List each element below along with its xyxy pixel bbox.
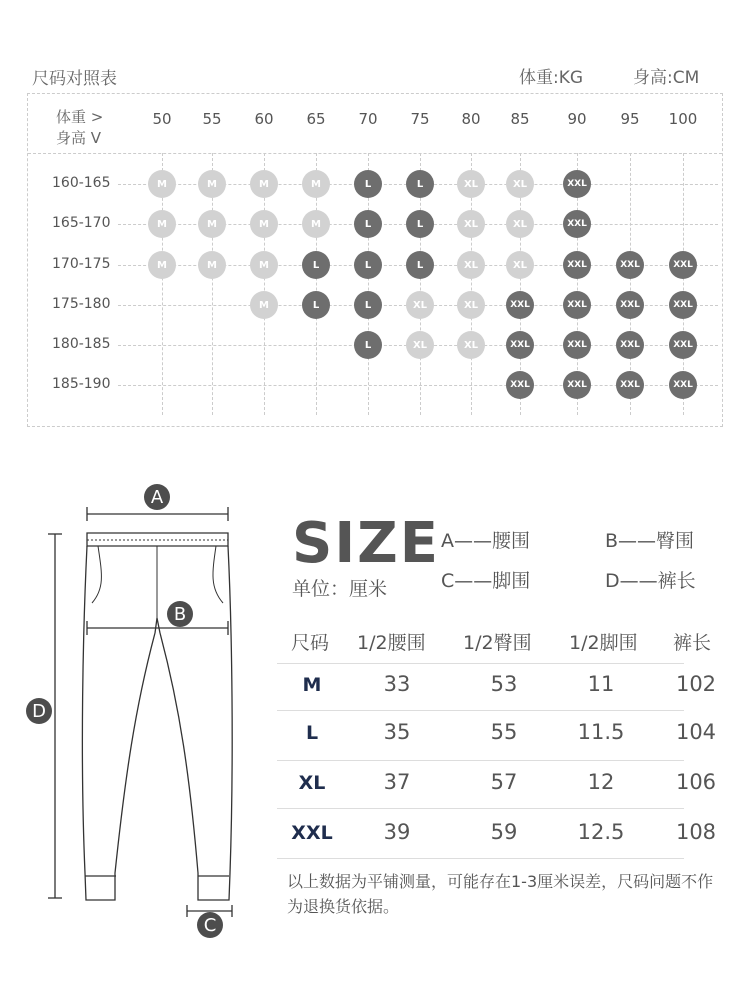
size-dot: L: [354, 210, 382, 238]
legend-a: A——腰围: [441, 530, 530, 552]
height-tick-label: 175-180: [52, 296, 111, 312]
weight-tick-label: 75: [410, 110, 430, 128]
size-dot: XL: [457, 170, 485, 198]
size-dot: L: [406, 210, 434, 238]
size-dot: XXL: [563, 291, 591, 319]
size-dot: L: [354, 251, 382, 279]
size-dot: M: [250, 170, 278, 198]
marker-a-icon: A: [144, 484, 170, 510]
size-dot: M: [148, 170, 176, 198]
col-header-waist: 1/2腰围: [357, 632, 426, 654]
size-dot: XXL: [616, 331, 644, 359]
size-dot: XL: [506, 210, 534, 238]
table-row-divider: [277, 663, 684, 664]
size-dot: M: [302, 170, 330, 198]
weight-tick-label: 60: [254, 110, 274, 128]
height-tick-label: 185-190: [52, 376, 111, 392]
chart-header-divider: [28, 153, 722, 154]
weight-tick-label: 50: [152, 110, 172, 128]
table-row-divider: [277, 808, 684, 809]
size-dot: XXL: [616, 291, 644, 319]
weight-axis-label: 体重 >: [56, 108, 104, 126]
size-dot: XXL: [669, 291, 697, 319]
size-dot: M: [148, 210, 176, 238]
size-dot: M: [250, 210, 278, 238]
height-axis-label: 身高 V: [56, 129, 102, 147]
size-dot: XXL: [669, 331, 697, 359]
size-dot: XXL: [616, 251, 644, 279]
legend-c: C——脚围: [441, 570, 531, 592]
unit-label: 单位：厘米: [292, 578, 388, 600]
size-dot: XXL: [669, 251, 697, 279]
table-row-divider: [277, 760, 684, 761]
weight-tick-label: 100: [668, 110, 698, 128]
measurement-note: 以上数据为平铺测量，可能存在1-3厘米误差，尺码问题不作为退换货依据。: [287, 872, 714, 916]
table-row-divider: [277, 858, 684, 859]
weight-tick-label: 55: [202, 110, 222, 128]
size-dot: L: [302, 291, 330, 319]
size-dot: XXL: [563, 251, 591, 279]
size-dot: M: [250, 251, 278, 279]
size-dot: L: [354, 170, 382, 198]
size-dot: XXL: [563, 331, 591, 359]
height-tick-label: 160-165: [52, 175, 111, 191]
col-header-cuff: 1/2脚围: [569, 632, 638, 654]
size-dot: M: [148, 251, 176, 279]
col-header-size: 尺码: [291, 632, 330, 654]
pants-diagram: [20, 478, 250, 938]
marker-d-icon: D: [26, 698, 52, 724]
weight-tick-label: 65: [306, 110, 326, 128]
weight-tick-label: 90: [567, 110, 587, 128]
size-dot: XXL: [616, 371, 644, 399]
weight-tick-label: 70: [358, 110, 378, 128]
size-dot: XXL: [563, 371, 591, 399]
size-dot: L: [406, 251, 434, 279]
size-dot: L: [354, 291, 382, 319]
height-tick-label: 165-170: [52, 215, 111, 231]
weight-unit-label: 体重:KG: [519, 68, 584, 88]
size-dot: M: [198, 251, 226, 279]
size-dot: M: [198, 210, 226, 238]
weight-tick-label: 80: [461, 110, 481, 128]
weight-tick-label: 85: [510, 110, 530, 128]
size-dot: XL: [457, 331, 485, 359]
size-dot: L: [406, 170, 434, 198]
size-dot: XL: [406, 291, 434, 319]
height-tick-label: 180-185: [52, 336, 111, 352]
marker-b-icon: B: [167, 601, 193, 627]
legend-b: B——臀围: [605, 530, 695, 552]
chart-title: 尺码对照表: [32, 69, 117, 89]
table-row-divider: [277, 710, 684, 711]
size-dot: XL: [457, 251, 485, 279]
col-header-length: 裤长: [673, 632, 712, 654]
size-dot: XXL: [506, 291, 534, 319]
size-dot: XL: [457, 291, 485, 319]
size-dot: M: [302, 210, 330, 238]
size-dot: L: [354, 331, 382, 359]
size-dot: M: [198, 170, 226, 198]
weight-tick-label: 95: [620, 110, 640, 128]
size-dot: XL: [406, 331, 434, 359]
legend-d: D——裤长: [605, 570, 696, 592]
size-dot: L: [302, 251, 330, 279]
col-header-hip: 1/2臀围: [463, 632, 532, 654]
size-dot: XXL: [506, 331, 534, 359]
marker-c-icon: C: [197, 912, 223, 938]
height-tick-label: 170-175: [52, 256, 111, 272]
size-dot: XXL: [506, 371, 534, 399]
height-unit-label: 身高:CM: [633, 68, 700, 88]
size-dot: XXL: [563, 170, 591, 198]
size-dot: XL: [506, 251, 534, 279]
size-dot: XXL: [669, 371, 697, 399]
size-dot: XL: [506, 170, 534, 198]
size-dot: M: [250, 291, 278, 319]
size-heading: SIZE: [292, 511, 441, 576]
size-dot: XL: [457, 210, 485, 238]
size-dot: XXL: [563, 210, 591, 238]
